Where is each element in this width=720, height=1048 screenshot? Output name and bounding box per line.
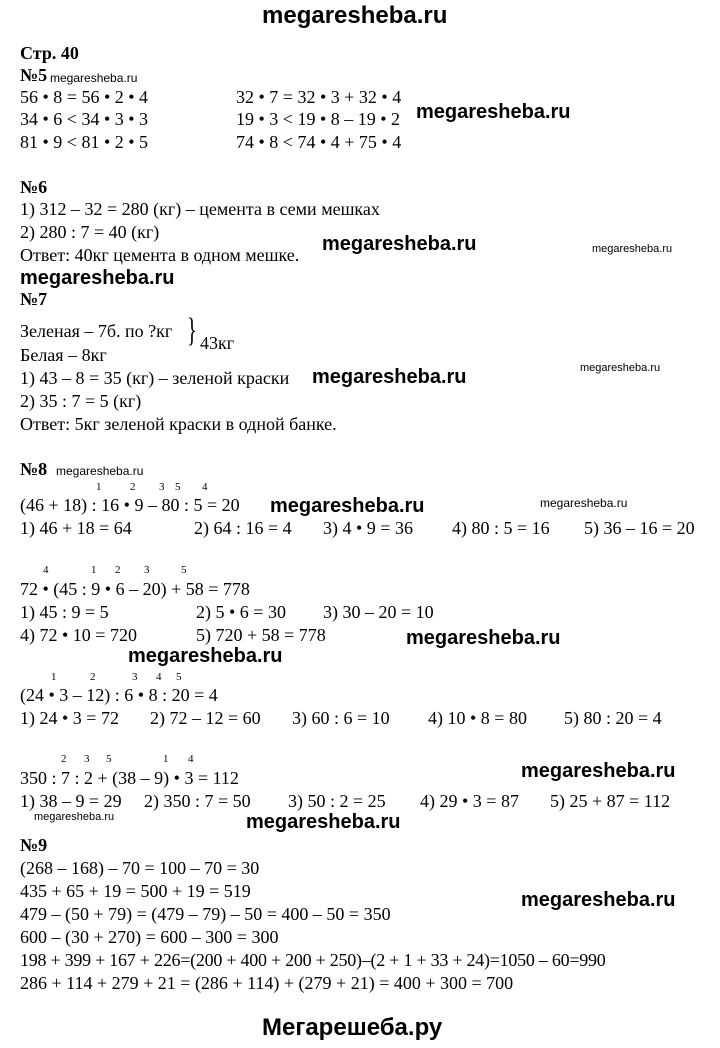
page-label: Стр. 40	[20, 43, 79, 63]
task-7-line-2: 2) 35 : 7 = 5 (кг)	[20, 391, 142, 411]
watermark: megaresheba.ru	[50, 71, 138, 85]
order-number: 4	[188, 753, 194, 765]
site-footer: Мегарешеба.ру	[262, 1014, 443, 1041]
task-8-4-step-5: 5) 25 + 87 = 112	[550, 791, 671, 811]
task-8-expr-3: (24 • 3 – 12) : 6 • 8 : 20 = 4	[20, 685, 218, 705]
task-8-2-step-2: 2) 5 • 6 = 30	[196, 602, 286, 622]
order-number: 5	[176, 671, 182, 683]
task-8-2-step-1: 1) 45 : 9 = 5	[20, 602, 109, 622]
task-5-left-2: 34 • 6 < 34 • 3 • 3	[20, 109, 149, 129]
task-8-3-step-2: 2) 72 – 12 = 60	[150, 708, 261, 728]
task-8-1-step-5: 5) 36 – 16 = 20	[584, 518, 695, 538]
task-8-1-step-4: 4) 80 : 5 = 16	[452, 518, 550, 538]
task-8-expr-2: 72 • (45 : 9 • 6 – 20) + 58 = 778	[20, 579, 250, 599]
task-8-4-step-2: 2) 350 : 7 = 50	[144, 791, 251, 811]
task-9-title: №9	[20, 835, 48, 855]
task-8-1-step-2: 2) 64 : 16 = 4	[194, 518, 292, 538]
task-5-left-1: 56 • 8 = 56 • 2 • 4	[20, 87, 149, 107]
task-6-line-2: 2) 280 : 7 = 40 (кг)	[20, 222, 160, 242]
task-9-line-1: (268 – 168) – 70 = 100 – 70 = 30	[20, 858, 260, 878]
order-number: 4	[43, 564, 49, 576]
order-number: 2	[115, 564, 121, 576]
task-8-title: №8	[20, 459, 48, 479]
watermark: megaresheba.ru	[406, 627, 561, 649]
watermark: megaresheba.ru	[540, 496, 628, 510]
watermark: megaresheba.ru	[246, 811, 401, 833]
watermark: megaresheba.ru	[56, 464, 144, 478]
task-7-title: №7	[20, 289, 48, 309]
watermark: megaresheba.ru	[521, 760, 676, 782]
curly-brace: }	[187, 312, 197, 349]
order-number: 3	[132, 671, 138, 683]
watermark: megaresheba.ru	[270, 495, 425, 517]
watermark: megaresheba.ru	[20, 267, 175, 289]
task-5-right-2: 19 • 3 < 19 • 8 – 19 • 2	[236, 109, 401, 129]
watermark: megaresheba.ru	[521, 889, 676, 911]
task-7-total: 43кг	[200, 333, 235, 353]
watermark: megaresheba.ru	[322, 233, 477, 255]
order-number: 2	[61, 753, 67, 765]
order-number: 2	[90, 671, 96, 683]
task-9-line-4: 600 – (30 + 270) = 600 – 300 = 300	[20, 927, 279, 947]
task-8-2-step-3: 3) 30 – 20 = 10	[323, 602, 434, 622]
watermark: megaresheba.ru	[416, 101, 571, 123]
task-8-expr-4: 350 : 7 : 2 + (38 – 9) • 3 = 112	[20, 768, 239, 788]
order-number: 3	[84, 753, 90, 765]
order-number: 4	[156, 671, 162, 683]
task-7-line-1: 1) 43 – 8 = 35 (кг) – зеленой краски	[20, 368, 290, 388]
order-number: 4	[202, 481, 208, 493]
task-9-line-6: 286 + 114 + 279 + 21 = (286 + 114) + (279 + 21) = 400 + 300 = 700	[20, 973, 514, 993]
task-8-4-step-3: 3) 50 : 2 = 25	[288, 791, 386, 811]
order-number: 1	[163, 753, 169, 765]
order-number: 3	[159, 481, 165, 493]
task-6-title: №6	[20, 177, 48, 197]
watermark: megaresheba.ru	[312, 366, 467, 388]
task-8-expr-1: (46 + 18) : 16 • 9 – 80 : 5 = 20	[20, 495, 240, 515]
task-8-2-step-5: 5) 720 + 58 = 778	[196, 625, 326, 645]
task-8-1-step-1: 1) 46 + 18 = 64	[20, 518, 132, 538]
order-number: 1	[96, 481, 102, 493]
task-8-4-step-1: 1) 38 – 9 = 29	[20, 791, 122, 811]
order-number: 1	[91, 564, 97, 576]
task-8-3-step-5: 5) 80 : 20 = 4	[564, 708, 662, 728]
task-8-2-step-4: 4) 72 • 10 = 720	[20, 625, 137, 645]
watermark: megaresheba.ru	[592, 243, 673, 255]
order-number: 5	[106, 753, 112, 765]
task-7-green: Зеленая – 7б. по ?кг	[20, 321, 173, 341]
task-8-3-step-3: 3) 60 : 6 = 10	[292, 708, 390, 728]
task-8-4-step-4: 4) 29 • 3 = 87	[420, 791, 519, 811]
task-7-white: Белая – 8кг	[20, 345, 107, 365]
task-8-1-step-3: 3) 4 • 9 = 36	[323, 518, 413, 538]
site-header: megaresheba.ru	[262, 2, 448, 29]
task-9-line-2: 435 + 65 + 19 = 500 + 19 = 519	[20, 881, 251, 901]
order-number: 5	[175, 481, 181, 493]
task-6-answer: Ответ: 40кг цемента в одном мешке.	[20, 245, 300, 265]
task-8-3-step-1: 1) 24 • 3 = 72	[20, 708, 119, 728]
task-5-title: №5	[20, 65, 48, 85]
order-number: 5	[181, 564, 187, 576]
order-number: 2	[130, 481, 136, 493]
task-9-line-5: 198 + 399 + 167 + 226=(200 + 400 + 200 + 250)–(2 + 1 + 33 + 24)=1050 – 60=990	[20, 950, 606, 970]
task-9-line-3: 479 – (50 + 79) = (479 – 79) – 50 = 400 – 50 = 350	[20, 904, 391, 924]
watermark: megaresheba.ru	[34, 811, 115, 823]
task-5-right-3: 74 • 8 < 74 • 4 + 75 • 4	[236, 132, 402, 152]
task-8-3-step-4: 4) 10 • 8 = 80	[428, 708, 527, 728]
task-5-left-3: 81 • 9 < 81 • 2 • 5	[20, 132, 149, 152]
watermark: megaresheba.ru	[128, 645, 283, 667]
order-number: 1	[51, 671, 57, 683]
order-number: 3	[144, 564, 150, 576]
task-6-line-1: 1) 312 – 32 = 280 (кг) – цемента в семи мешках	[20, 199, 380, 219]
watermark: megaresheba.ru	[580, 362, 661, 374]
task-5-right-1: 32 • 7 = 32 • 3 + 32 • 4	[236, 87, 402, 107]
task-7-answer: Ответ: 5кг зеленой краски в одной банке.	[20, 414, 337, 434]
